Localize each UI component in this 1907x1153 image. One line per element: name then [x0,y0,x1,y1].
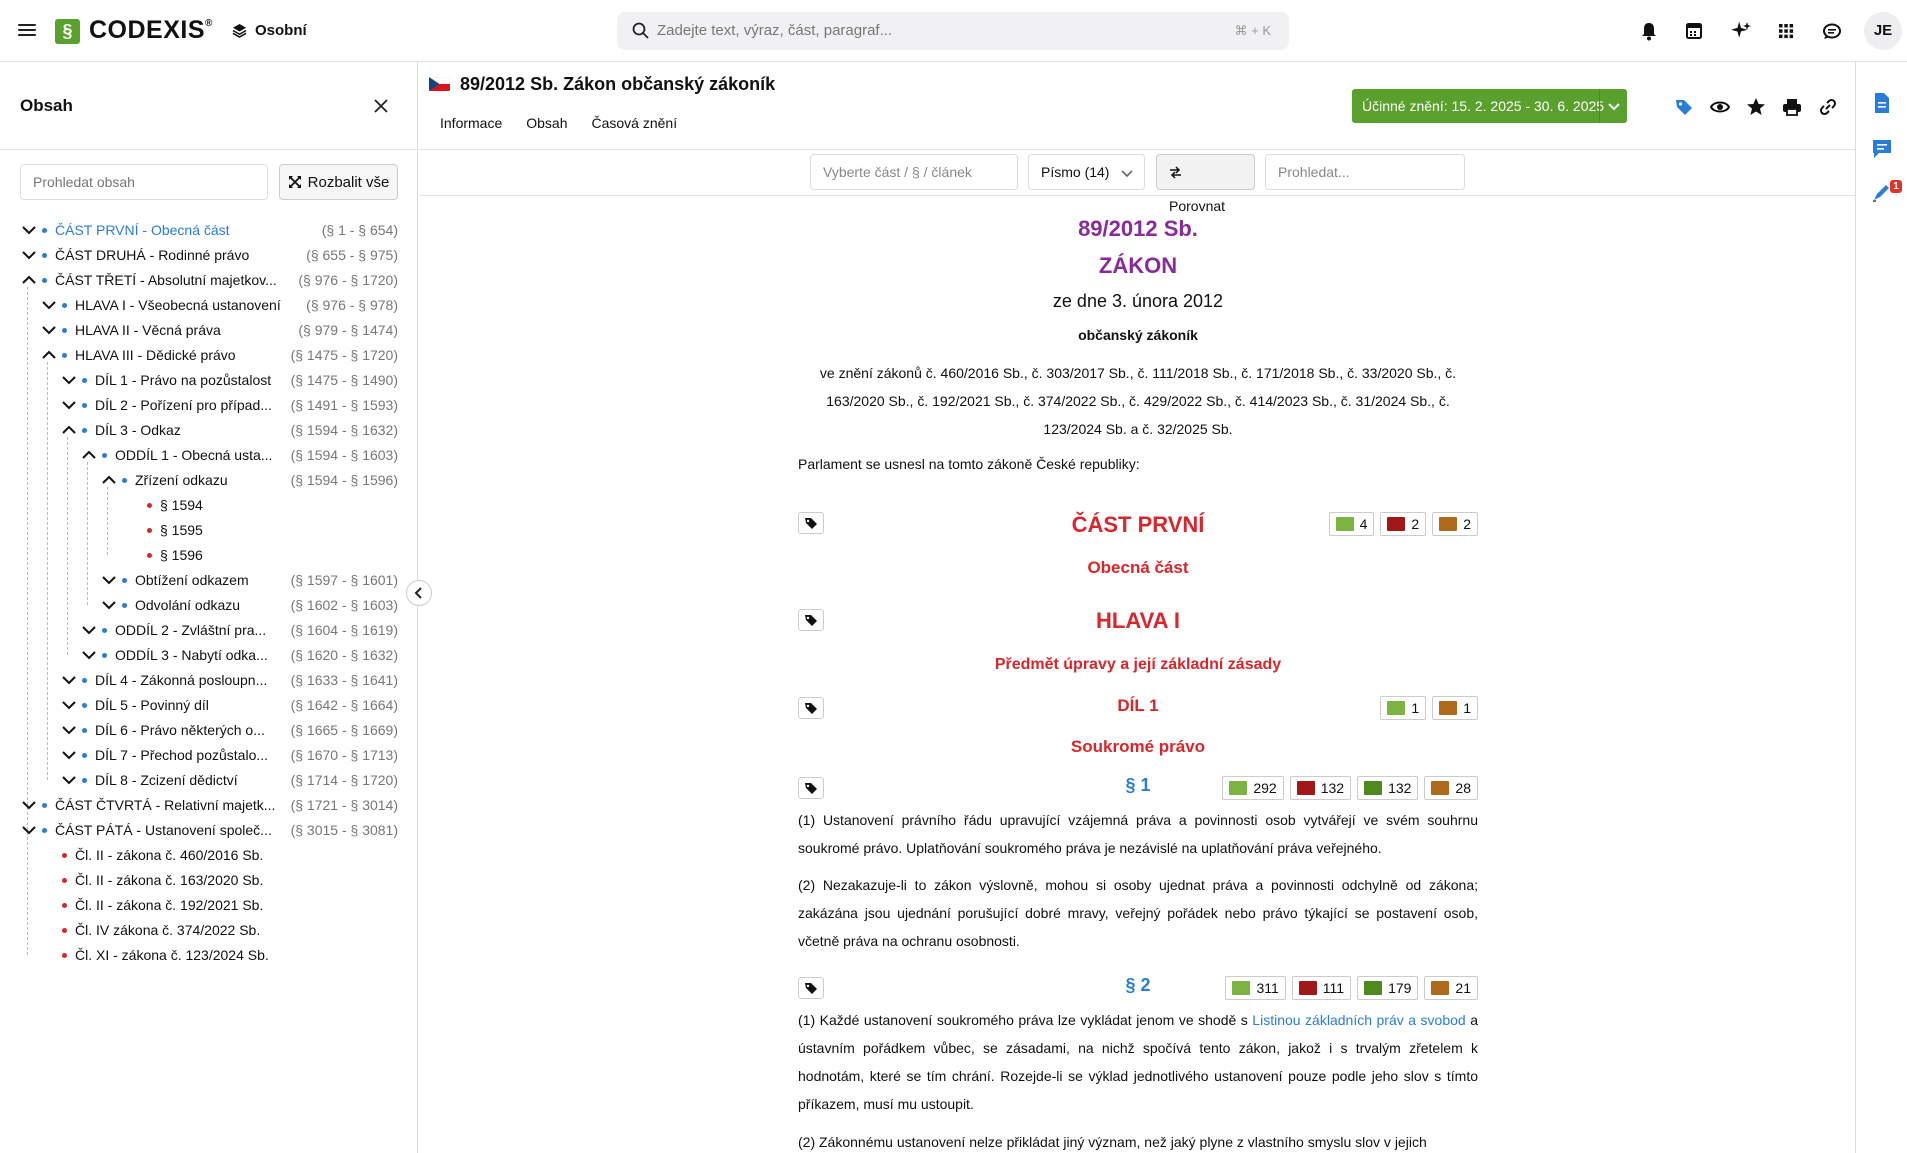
paragraph-badge-icon [1387,701,1405,715]
toc-item-range: (§ 1491 - § 1593) [290,397,398,413]
node-dot-icon [42,228,47,233]
toc-item[interactable] [0,543,418,568]
leaf-dot-icon [62,853,67,858]
node-dot-icon [82,403,87,408]
toc-item[interactable] [0,693,418,718]
chevron-down-icon[interactable] [60,368,78,393]
book-badge-icon [1387,517,1405,531]
badge-count: 4 [1359,516,1368,532]
badge-paragraphs[interactable] [1222,776,1283,800]
comment-badge-icon [1439,701,1457,715]
toc-item[interactable] [0,618,418,643]
toc-item-range: (§ 1620 - § 1632) [290,647,398,663]
toc-item-range: (§ 1594 - § 1603) [290,447,398,463]
toc-item[interactable] [0,668,418,693]
document-toolbar [419,150,1855,214]
toc-item-label: Odvolání odkazu [135,597,241,613]
toc-item-range: (§ 1604 - § 1619) [290,622,398,638]
toc-item-label: ČÁST PRVNÍ - Obecná část [55,222,230,238]
document-header [419,62,1855,150]
toc-item[interactable] [0,943,418,968]
badge-judgments[interactable] [1357,776,1418,800]
node-dot-icon [82,678,87,683]
chat-icon[interactable] [1822,19,1842,43]
tab-obsah[interactable]: Obsah [526,115,568,131]
toc-item-label: DÍL 8 - Zcizení dědictví [95,772,238,788]
toc-item-label: DÍL 4 - Zákonná posloupn... [95,672,268,688]
global-search-input[interactable] [617,12,1289,50]
expand-arrows-icon [288,175,302,189]
toc-item[interactable] [0,293,418,318]
div-subtitle: Soukromé právo [1070,737,1206,756]
toc-item[interactable] [0,843,418,868]
badge-literature[interactable] [1380,512,1426,536]
head-title: HLAVA I [1096,608,1180,633]
toc-item[interactable] [0,343,418,368]
toc-item-label: Zřízení odkazu [135,472,228,488]
part-subtitle: Obecná část [1087,558,1189,577]
logo-text: CODEXIS [89,16,206,44]
node-dot-icon [42,253,47,258]
toc-item-label: DÍL 2 - Pořízení pro případ... [95,397,272,413]
badge-count: 28 [1455,780,1471,796]
chevron-down-icon[interactable] [100,593,118,618]
comment-badge-icon [1431,981,1449,995]
tab-casova-zneni[interactable]: Časová znění [591,115,678,131]
chevron-down-icon[interactable] [20,793,38,818]
document-date: ze dne 3. února 2012 [1052,291,1224,311]
toc-item-range: (§ 979 - § 1474) [298,322,398,338]
toc-item-range: (§ 655 - § 975) [306,247,398,263]
charter-link[interactable]: Listinou základních práv a svobod [1252,1012,1466,1028]
node-dot-icon [62,353,67,358]
apps-grid-icon[interactable] [1777,19,1795,43]
document-search-input[interactable]: Prohledat... [1265,154,1465,190]
top-bar [0,0,1907,62]
toc-item-label: Čl. II - zákona č. 163/2020 Sb. [75,872,264,888]
tag-icon[interactable] [1674,97,1694,117]
chevron-down-icon[interactable] [60,718,78,743]
chevron-down-icon[interactable] [60,768,78,793]
toc-item[interactable] [0,443,418,468]
toc-title: Obsah [20,96,73,115]
document-tabs [440,115,677,131]
search-icon [632,22,649,39]
toc-item-label: ČÁST ČTVRTÁ - Relativní majetk... [55,797,276,813]
search-shortcut: ⌘ + K [1234,23,1271,38]
part-badges [1329,512,1478,536]
collapse-panel-button[interactable] [406,580,432,606]
link-icon[interactable] [1818,97,1838,117]
toc-item-label: ODDÍL 2 - Zvláštní pra... [115,622,267,638]
section-2-badges [1225,976,1478,1000]
expand-all-button[interactable] [279,164,398,200]
czech-flag-icon [429,77,450,91]
toc-item[interactable] [0,643,418,668]
paragraph-text: a ústavním pořádkem vůbec, se zásadami, na nichž spočívá tento zákon, jakož i s trvalým zřetelem k hodnotám, které se tím chrání. Rozejde-li se výklad jednotlivého ustanovení pouze podle jeho slov s tímto příkazem, musí mu ustoupit. [798,1012,1478,1112]
compare-button[interactable] [1156,154,1255,214]
paragraph-badge-icon [1232,981,1250,995]
toc-item-label: ČÁST DRUHÁ - Rodinné právo [55,247,250,263]
node-dot-icon [82,753,87,758]
node-dot-icon [122,578,127,583]
toc-item-range: (§ 976 - § 1720) [298,272,398,288]
ai-sparkle-icon[interactable] [1731,19,1751,43]
badge-count: 21 [1455,980,1471,996]
toc-item-range: (§ 1670 - § 1713) [290,747,398,763]
chevron-down-icon[interactable] [60,693,78,718]
node-dot-icon [82,428,87,433]
toc-item[interactable] [0,243,418,268]
node-dot-icon [62,303,67,308]
book-badge-icon [1299,981,1317,995]
toc-item-label: HLAVA III - Dědické právo [75,347,236,363]
div-title: DÍL 1 [1117,696,1159,715]
compare-label: Porovnat [1169,198,1226,214]
workspace-label: Osobní [255,22,307,39]
node-dot-icon [82,378,87,383]
toc-item-label: Obtížení odkazem [135,572,249,588]
toc-item[interactable] [0,268,418,293]
chevron-down-icon[interactable] [80,618,98,643]
print-icon[interactable] [1782,97,1802,117]
badge-count: 179 [1388,980,1412,996]
toc-item-range: (§ 1721 - § 3014) [290,797,398,813]
chevron-down-icon[interactable] [20,218,38,243]
toc-item[interactable] [0,568,418,593]
comment-badge-icon [1439,517,1457,531]
toc-item[interactable] [0,718,418,743]
toc-item-label: DÍL 1 - Právo na pozůstalost [95,372,272,388]
toc-item-range: (§ 1714 - § 1720) [290,772,398,788]
version-label: Účinné znění: 15. 2. 2025 - 30. 6. 2025 [1362,98,1605,114]
toc-item-label: ČÁST PÁTÁ - Ustanovení společ... [55,822,272,838]
toc-item-range: (§ 976 - § 978) [306,297,398,313]
paragraph-text: (1) Každé ustanovení soukromého práva lze vykládat jenom ve shodě s [798,1012,1253,1028]
badge-count: 292 [1253,780,1277,796]
toc-item-label: DÍL 6 - Právo některých o... [95,722,265,738]
document-name: občanský zákoník [1078,327,1198,343]
toc-item-label: DÍL 5 - Povinný díl [95,697,209,713]
paragraph-badge-icon [1229,781,1247,795]
node-dot-icon [122,478,127,483]
paragraph-badge-icon [1336,517,1354,531]
document-number: 89/2012 Sb. [1078,216,1198,241]
toc-item-range: (§ 1597 - § 1601) [290,572,398,588]
toc-item-label: Čl. II - zákona č. 460/2016 Sb. [75,847,264,863]
toc-item-range: (§ 1 - § 654) [321,222,398,238]
badge-literature[interactable] [1292,976,1351,1000]
document-icon[interactable] [1872,92,1892,114]
avatar[interactable]: JE [1864,12,1902,50]
chevron-down-icon[interactable] [40,318,58,343]
node-dot-icon [122,603,127,608]
document-content [419,196,1855,1153]
toc-item-label: Čl. XI - zákona č. 123/2024 Sb. [75,947,269,963]
toc-item-label: ČÁST TŘETÍ - Absolutní majetkov... [55,272,277,288]
scales-badge-icon [1364,981,1382,995]
workspace-switcher[interactable] [232,22,307,39]
comment-icon[interactable] [1871,138,1893,160]
badge-comments[interactable] [1432,512,1478,536]
badge-paragraphs[interactable] [1225,976,1285,1000]
head-subtitle: Předmět úpravy a její základní zásady [994,656,1282,673]
toc-item[interactable] [0,893,418,918]
book-badge-icon [1297,781,1315,795]
badge-count: 2 [1463,516,1471,532]
logo-reg: ® [205,18,213,29]
bell-icon[interactable] [1640,19,1658,43]
eye-icon[interactable] [1710,97,1730,117]
toc-item-range: (§ 3015 - § 3081) [290,822,398,838]
chevron-down-icon[interactable] [20,818,38,843]
node-dot-icon [102,453,107,458]
toc-header [0,62,418,150]
section-1-badges [1222,776,1478,800]
chevron-down-icon[interactable] [60,393,78,418]
node-dot-icon [102,628,107,633]
badge-count: 311 [1256,980,1279,996]
badge-literature[interactable] [1290,776,1351,800]
chevron-down-icon[interactable] [20,243,38,268]
toc-item-range: (§ 1475 - § 1490) [290,372,398,388]
right-rail [1855,62,1907,1153]
document-type: ZÁKON [1098,253,1178,278]
leaf-dot-icon [62,953,67,958]
chevron-up-icon[interactable] [20,268,38,293]
toc-item-range: (§ 1594 - § 1632) [290,422,398,438]
menu-icon[interactable] [18,21,36,39]
div-badges [1380,696,1478,720]
toc-search-input[interactable]: Prohledat obsah [20,164,268,200]
toc-item-label: § 1594 [160,497,203,513]
toc-item[interactable] [0,868,418,893]
chevron-up-icon[interactable] [40,343,58,368]
calendar-icon[interactable] [1685,19,1703,43]
toc-item-label: HLAVA II - Věcná práva [75,322,221,338]
toc-item[interactable] [0,768,418,793]
swap-icon [1169,166,1182,179]
toc-item[interactable] [0,593,418,618]
close-icon[interactable] [372,97,390,115]
node-dot-icon [42,803,47,808]
toc-item-range: (§ 1642 - § 1664) [290,697,398,713]
version-select[interactable] [1352,89,1627,123]
part-title: ČÁST PRVNÍ [1071,512,1205,537]
toc-item-range: (§ 1602 - § 1603) [290,597,398,613]
chevron-down-icon[interactable] [100,568,118,593]
node-dot-icon [102,653,107,658]
toc-item-label: DÍL 3 - Odkaz [95,422,181,438]
toc-item[interactable] [0,493,418,518]
toc-item[interactable] [0,318,418,343]
badge-judgments[interactable] [1357,976,1418,1000]
badge-comments[interactable] [1432,696,1478,720]
node-dot-icon [42,278,47,283]
chevron-down-icon[interactable] [60,743,78,768]
node-dot-icon [62,328,67,333]
tab-informace[interactable]: Informace [440,115,503,131]
chevron-left-icon [407,581,431,605]
node-dot-icon [42,828,47,833]
toc-item[interactable] [0,418,418,443]
node-dot-icon [82,778,87,783]
document-amendments: ve znění zákonů č. 460/2016 Sb., č. 303/2017 Sb., č. 111/2018 Sb., č. 171/2018 Sb., č. 33/2020 Sb., č. 163/2020 Sb., č. 192/2021 Sb., č. 374/2022 Sb., č. 429/2022 Sb., č. 414/2023 Sb., č. 31/2024 Sb., č. 123/2024 Sb. a č. 32/2025 Sb. [819,365,1457,437]
toc-item-label: DÍL 7 - Přechod pozůstalo... [95,747,269,763]
toc-item-label: § 1595 [160,522,203,538]
leaf-dot-icon [147,528,152,533]
chevron-down-icon [1600,89,1628,123]
version-dropdown-toggle[interactable] [1599,89,1627,123]
badge-count: 2 [1411,516,1420,532]
section-2-paragraph-2: (2) Zákonnému ustanovení nelze přikládat jiný význam, než jaký plyne z vlastního smyslu slov v jejich [798,1134,1427,1150]
comment-badge-icon [1431,781,1449,795]
badge-count: 132 [1388,780,1412,796]
chevron-down-icon [1120,166,1134,180]
section-2-paragraph-1 [798,1006,1478,1118]
section-1-paragraph-1: (1) Ustanovení právního řádu upravující vzájemná práva a povinnosti osob vytvářejí ve svém souhrnu soukromé právo. Uplatňování soukromého práva je nezávislé na uplatňování práva veřejného. [798,812,1478,856]
toc-item[interactable] [0,518,418,543]
toc-item-label: § 1596 [160,547,203,563]
toc-item-label: ODDÍL 1 - Obecná usta... [115,447,273,463]
section-2-title[interactable]: § 2 [1125,975,1151,995]
badge-count: 132 [1320,780,1345,796]
part-select-input[interactable]: Vyberte část / § / článek [810,154,1018,190]
toc-item-label: HLAVA I - Všeobecná ustanovení [75,297,281,313]
document-title: 89/2012 Sb. Zákon občanský zákoník [460,74,776,94]
badge-count: 1 [1463,700,1471,716]
leaf-dot-icon [147,503,152,508]
logo-icon[interactable]: § [55,19,80,44]
section-1-title[interactable]: § 1 [1125,775,1151,795]
badge-paragraphs[interactable] [1329,512,1375,536]
chevron-down-icon[interactable] [80,643,98,668]
search-placeholder: Zadejte text, výraz, část, paragraf... [657,22,893,39]
toc-item[interactable] [0,918,418,943]
layers-icon [232,23,247,38]
toc-item-range: (§ 1594 - § 1596) [290,472,398,488]
toc-item[interactable] [0,793,418,818]
chevron-up-icon[interactable] [80,443,98,468]
toc-item[interactable] [0,818,418,843]
badge-paragraphs[interactable] [1380,696,1426,720]
section-1-paragraph-2: (2) Nezakazuje-li to zákon výslovně, mohou si osoby ujednat práva a povinnosti odchylně od zákona; zakázána jsou ujednání porušující dobré mravy, veřejný pořádek nebo právo týkající se postavení osob, včetně práva na ochranu osobnosti. [798,877,1478,949]
document-preamble: Parlament se usnesl na tomto zákoně České republiky: [798,456,1140,472]
toc-item-label: Čl. IV zákona č. 374/2022 Sb. [75,922,261,938]
toc-item-range: (§ 1475 - § 1720) [290,347,398,363]
leaf-dot-icon [62,878,67,883]
badge-comments[interactable] [1424,776,1478,800]
node-dot-icon [82,703,87,708]
toc-item-range: (§ 1665 - § 1669) [290,722,398,738]
badge-comments[interactable] [1424,976,1478,1000]
notification-badge: 1 [1890,180,1902,193]
leaf-dot-icon [147,553,152,558]
font-size-label: Písmo (14) [1041,164,1110,180]
chevron-up-icon[interactable] [100,468,118,493]
toc-item[interactable] [0,218,418,243]
toc-panel [0,62,418,1153]
toc-item-range: (§ 1633 - § 1641) [290,672,398,688]
toc-item[interactable] [0,368,418,393]
expand-all-label: Rozbalit vše [307,173,390,191]
toc-item-label: Čl. II - zákona č. 192/2021 Sb. [75,897,264,913]
chevron-down-icon[interactable] [40,293,58,318]
leaf-dot-icon [62,903,67,908]
node-dot-icon [82,728,87,733]
toc-item[interactable] [0,393,418,418]
logo[interactable] [89,16,213,45]
chevron-up-icon[interactable] [60,418,78,443]
leaf-dot-icon [62,928,67,933]
badge-count: 111 [1322,980,1345,996]
toc-item-label: ODDÍL 3 - Nabytí odka... [115,647,268,663]
font-size-select[interactable] [1028,154,1145,190]
star-icon[interactable] [1746,97,1766,117]
badge-count: 1 [1411,700,1420,716]
chevron-down-icon[interactable] [60,668,78,693]
toc-item[interactable] [0,743,418,768]
toc-item[interactable] [0,468,418,493]
scales-badge-icon [1364,781,1382,795]
